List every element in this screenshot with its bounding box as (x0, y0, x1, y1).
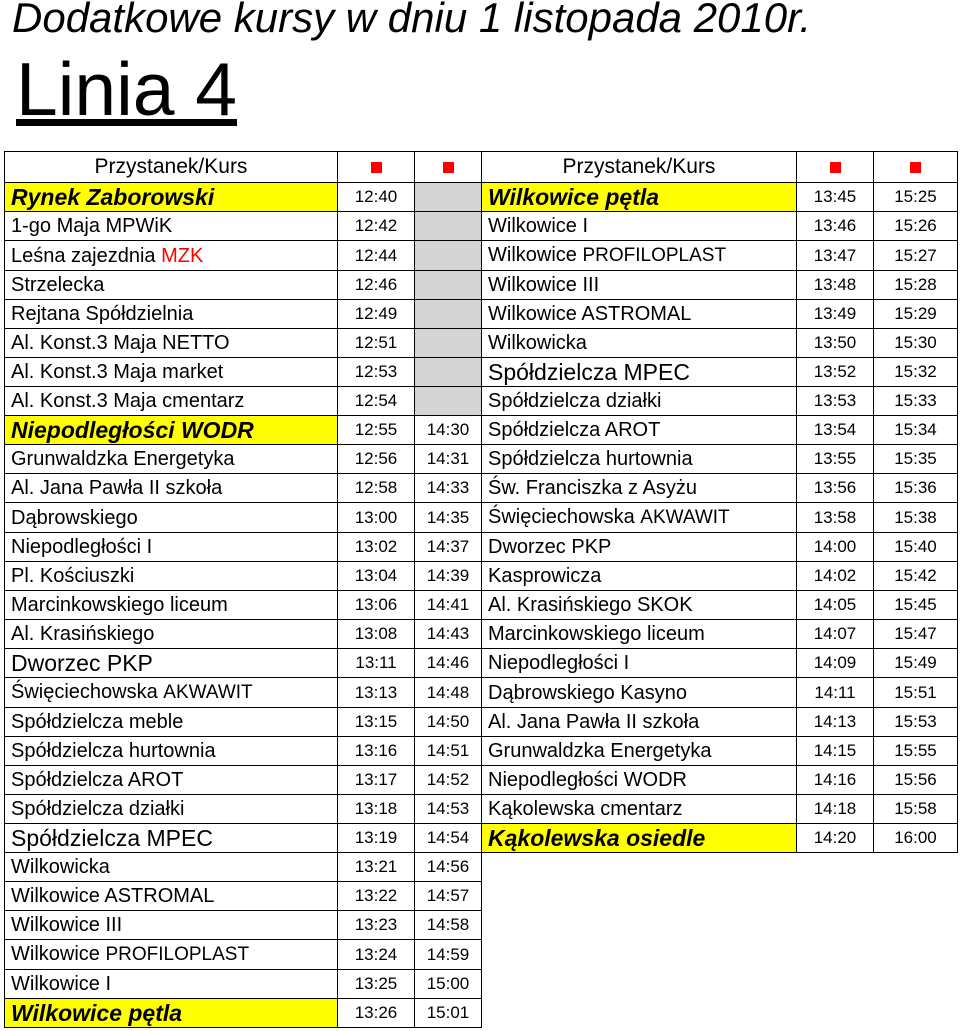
left-stop-name: Al. Krasińskiego (5, 620, 338, 649)
right-stop-name: Kąkolewska cmentarz (482, 795, 797, 824)
left-stop-name: Al. Konst.3 Maja market (5, 358, 338, 387)
right-time-2: 15:51 (874, 678, 958, 708)
left-stop-name (5, 678, 338, 708)
right-time-1: 13:58 (797, 503, 874, 533)
left-time-1: 12:55 (338, 416, 415, 445)
table-row (5, 300, 958, 329)
right-time-2: 15:33 (874, 387, 958, 416)
right-time-1: 13:53 (797, 387, 874, 416)
right-time-2: 15:40 (874, 533, 958, 562)
table-row (5, 620, 958, 649)
empty-cell (874, 882, 958, 911)
left-time-1: 12:53 (338, 358, 415, 387)
left-time-2 (415, 183, 482, 212)
left-time-1: 13:17 (338, 766, 415, 795)
left-stop-name (5, 241, 338, 271)
right-stop-name: Kąkolewska osiedle (482, 824, 797, 853)
empty-cell (482, 882, 797, 911)
right-time-2: 15:56 (874, 766, 958, 795)
right-stop-name: Wilkowicka (482, 329, 797, 358)
right-stop-name-suffix: PROFILOPLAST (582, 245, 727, 266)
right-time-2: 15:38 (874, 503, 958, 533)
right-time-2: 15:58 (874, 795, 958, 824)
right-stop-name: Spółdzielcza hurtownia (482, 445, 797, 474)
right-time-1: 14:09 (797, 649, 874, 678)
right-stop-name: Niepodległości WODR (482, 766, 797, 795)
left-time-1: 13:26 (338, 999, 415, 1028)
table-row (5, 737, 958, 766)
left-stop-name: Spółdzielcza MPEC (5, 824, 338, 853)
table-row (5, 183, 958, 212)
right-stop-name: Spółdzielcza MPEC (482, 358, 797, 387)
right-time-2: 15:53 (874, 708, 958, 737)
left-time-2: 14:52 (415, 766, 482, 795)
line-title: Linia 4 (16, 47, 238, 131)
left-time-1: 13:25 (338, 970, 415, 999)
empty-cell (482, 999, 797, 1028)
right-time-1: 14:15 (797, 737, 874, 766)
left-stop-name: Spółdzielcza hurtownia (5, 737, 338, 766)
right-time-1: 13:52 (797, 358, 874, 387)
empty-cell (797, 940, 874, 970)
right-time-2: 15:49 (874, 649, 958, 678)
left-time-1: 13:00 (338, 503, 415, 533)
table-row (5, 853, 958, 882)
right-time-1: 14:20 (797, 824, 874, 853)
table-row (5, 387, 958, 416)
right-time-2: 15:26 (874, 212, 958, 241)
left-time-2: 14:35 (415, 503, 482, 533)
table-row (5, 911, 958, 940)
empty-cell (482, 911, 797, 940)
left-time-1: 13:18 (338, 795, 415, 824)
table-row (5, 795, 958, 824)
right-time-1: 14:07 (797, 620, 874, 649)
left-stop-name: Niepodległości WODR (5, 416, 338, 445)
left-time-2 (415, 212, 482, 241)
left-time-1: 13:04 (338, 562, 415, 591)
header-marker (797, 152, 874, 183)
right-time-1: 13:50 (797, 329, 874, 358)
left-stop-name: Marcinkowskiego liceum (5, 591, 338, 620)
left-time-2: 14:51 (415, 737, 482, 766)
left-time-1: 13:22 (338, 882, 415, 911)
page-title: Dodatkowe kursy w dniu 1 listopada 2010r. (12, 0, 812, 41)
left-time-2: 14:58 (415, 911, 482, 940)
left-time-1: 12:51 (338, 329, 415, 358)
left-time-1: 13:16 (338, 737, 415, 766)
right-stop-name-suffix: AKWAWIT (640, 507, 730, 528)
right-time-2: 15:34 (874, 416, 958, 445)
right-time-2: 15:28 (874, 271, 958, 300)
left-time-1: 13:24 (338, 940, 415, 970)
right-time-2: 15:30 (874, 329, 958, 358)
left-stop-name: Pl. Kościuszki (5, 562, 338, 591)
right-stop-name: Wilkowice pętla (482, 183, 797, 212)
left-time-1: 13:02 (338, 533, 415, 562)
red-square-icon (910, 162, 921, 173)
right-time-2: 15:47 (874, 620, 958, 649)
left-stop-name-suffix: AKWAWIT (163, 682, 253, 703)
left-time-2: 14:56 (415, 853, 482, 882)
right-time-1: 14:11 (797, 678, 874, 708)
left-time-1: 13:23 (338, 911, 415, 940)
table-row (5, 970, 958, 999)
left-time-2 (415, 329, 482, 358)
table-row (5, 824, 958, 853)
right-time-1: 13:45 (797, 183, 874, 212)
table-row (5, 562, 958, 591)
right-stop-name: Marcinkowskiego liceum (482, 620, 797, 649)
left-time-2: 14:31 (415, 445, 482, 474)
right-stop-name: Al. Jana Pawła II szkoła (482, 708, 797, 737)
right-time-1: 13:54 (797, 416, 874, 445)
left-stop-name: Al. Jana Pawła II szkoła (5, 474, 338, 503)
right-stop-name (482, 241, 797, 271)
header-marker (338, 152, 415, 183)
table-row (5, 358, 958, 387)
timetable (4, 151, 958, 1028)
left-stop-name: Spółdzielcza AROT (5, 766, 338, 795)
left-time-2: 15:00 (415, 970, 482, 999)
right-time-2: 15:45 (874, 591, 958, 620)
right-stop-name: Dąbrowskiego Kasyno (482, 678, 797, 708)
left-stop-name: Grunwaldzka Energetyka (5, 445, 338, 474)
empty-cell (797, 882, 874, 911)
right-time-2: 15:29 (874, 300, 958, 329)
left-stop-name: Al. Konst.3 Maja cmentarz (5, 387, 338, 416)
header-row (5, 152, 958, 183)
empty-cell (874, 999, 958, 1028)
table-row (5, 329, 958, 358)
table-row (5, 882, 958, 911)
left-stop-name-suffix: MZK (161, 244, 204, 267)
left-time-2: 14:37 (415, 533, 482, 562)
table-row (5, 591, 958, 620)
left-time-1: 13:19 (338, 824, 415, 853)
left-time-2 (415, 387, 482, 416)
left-time-2 (415, 271, 482, 300)
empty-cell (874, 940, 958, 970)
left-stop-name-part: Wilkowice (11, 943, 106, 965)
left-time-2: 14:53 (415, 795, 482, 824)
right-time-2: 15:35 (874, 445, 958, 474)
right-time-2: 15:27 (874, 241, 958, 271)
right-stop-name: Św. Franciszka z Asyżu (482, 474, 797, 503)
right-time-1: 13:56 (797, 474, 874, 503)
left-time-1: 13:15 (338, 708, 415, 737)
left-time-2 (415, 358, 482, 387)
left-time-2: 14:41 (415, 591, 482, 620)
table-row (5, 649, 958, 678)
left-stop-name: Dworzec PKP (5, 649, 338, 678)
red-square-icon (830, 162, 841, 173)
left-time-2: 14:46 (415, 649, 482, 678)
right-stop-name: Spółdzielcza AROT (482, 416, 797, 445)
left-stop-name: Wilkowice I (5, 970, 338, 999)
table-row (5, 940, 958, 970)
right-time-2: 15:55 (874, 737, 958, 766)
right-time-1: 13:55 (797, 445, 874, 474)
timetable-body (5, 152, 958, 1028)
table-row (5, 445, 958, 474)
header-left-stop: Przystanek/Kurs (5, 152, 338, 183)
right-time-2: 15:42 (874, 562, 958, 591)
left-time-2: 15:01 (415, 999, 482, 1028)
header-right-stop: Przystanek/Kurs (482, 152, 797, 183)
left-time-1: 13:21 (338, 853, 415, 882)
left-time-2 (415, 241, 482, 271)
table-row (5, 474, 958, 503)
right-stop-name: Niepodległości I (482, 649, 797, 678)
header-marker (415, 152, 482, 183)
left-stop-name: Strzelecka (5, 271, 338, 300)
right-time-1: 13:49 (797, 300, 874, 329)
left-time-1: 12:40 (338, 183, 415, 212)
empty-cell (482, 940, 797, 970)
left-stop-name: Niepodległości I (5, 533, 338, 562)
left-time-1: 12:46 (338, 271, 415, 300)
empty-cell (874, 970, 958, 999)
empty-cell (874, 853, 958, 882)
empty-cell (874, 911, 958, 940)
left-stop-name (5, 940, 338, 970)
table-row (5, 416, 958, 445)
red-square-icon (371, 162, 382, 173)
left-stop-name-suffix: PROFILOPLAST (105, 944, 250, 965)
right-time-1: 14:05 (797, 591, 874, 620)
left-time-2: 14:50 (415, 708, 482, 737)
right-stop-name (482, 503, 797, 533)
right-stop-name: Al. Krasińskiego SKOK (482, 591, 797, 620)
empty-cell (482, 970, 797, 999)
right-stop-name: Dworzec PKP (482, 533, 797, 562)
right-time-1: 14:16 (797, 766, 874, 795)
left-time-1: 12:58 (338, 474, 415, 503)
left-stop-name: Wilkowice ASTROMAL (5, 882, 338, 911)
right-time-2: 16:00 (874, 824, 958, 853)
right-time-1: 14:13 (797, 708, 874, 737)
left-time-1: 12:49 (338, 300, 415, 329)
left-stop-name: Spółdzielcza działki (5, 795, 338, 824)
left-time-2: 14:33 (415, 474, 482, 503)
left-stop-name-part: Leśna zajezdnia (11, 244, 162, 267)
left-time-2: 14:30 (415, 416, 482, 445)
right-stop-name: Wilkowice ASTROMAL (482, 300, 797, 329)
right-stop-name-part: Wilkowice (488, 244, 583, 266)
right-stop-name: Wilkowice I (482, 212, 797, 241)
table-row (5, 271, 958, 300)
left-stop-name: Wilkowicka (5, 853, 338, 882)
right-time-1: 13:47 (797, 241, 874, 271)
left-stop-name: Dąbrowskiego (5, 503, 338, 533)
right-stop-name-part: Święciechowska (488, 506, 641, 528)
left-stop-name: Spółdzielcza meble (5, 708, 338, 737)
left-time-1: 13:13 (338, 678, 415, 708)
right-stop-name: Kasprowicza (482, 562, 797, 591)
left-time-2: 14:39 (415, 562, 482, 591)
table-row (5, 678, 958, 708)
left-time-1: 13:06 (338, 591, 415, 620)
right-time-1: 13:46 (797, 212, 874, 241)
table-row (5, 503, 958, 533)
empty-cell (482, 853, 797, 882)
left-stop-name: Rejtana Spółdzielnia (5, 300, 338, 329)
right-stop-name: Spółdzielcza działki (482, 387, 797, 416)
empty-cell (797, 911, 874, 940)
left-stop-name: Wilkowice pętla (5, 999, 338, 1028)
left-time-1: 12:56 (338, 445, 415, 474)
table-row (5, 766, 958, 795)
left-time-1: 13:08 (338, 620, 415, 649)
red-square-icon (443, 162, 454, 173)
right-time-2: 15:25 (874, 183, 958, 212)
left-stop-name: Al. Konst.3 Maja NETTO (5, 329, 338, 358)
table-row (5, 999, 958, 1028)
empty-cell (797, 970, 874, 999)
right-stop-name: Wilkowice III (482, 271, 797, 300)
left-stop-name-part: Święciechowska (11, 681, 164, 703)
left-stop-name: Rynek Zaborowski (5, 183, 338, 212)
left-stop-name: 1-go Maja MPWiK (5, 212, 338, 241)
left-time-2: 14:54 (415, 824, 482, 853)
table-row (5, 241, 958, 271)
right-time-1: 14:02 (797, 562, 874, 591)
left-time-2: 14:43 (415, 620, 482, 649)
left-time-2: 14:59 (415, 940, 482, 970)
left-time-1: 13:11 (338, 649, 415, 678)
table-row (5, 708, 958, 737)
right-time-1: 14:00 (797, 533, 874, 562)
left-time-2 (415, 300, 482, 329)
table-row (5, 533, 958, 562)
left-time-2: 14:48 (415, 678, 482, 708)
left-time-1: 12:42 (338, 212, 415, 241)
left-time-1: 12:44 (338, 241, 415, 271)
right-time-2: 15:32 (874, 358, 958, 387)
empty-cell (797, 999, 874, 1028)
left-time-1: 12:54 (338, 387, 415, 416)
left-stop-name: Wilkowice III (5, 911, 338, 940)
right-time-2: 15:36 (874, 474, 958, 503)
table-row (5, 212, 958, 241)
empty-cell (797, 853, 874, 882)
right-stop-name: Grunwaldzka Energetyka (482, 737, 797, 766)
left-time-2: 14:57 (415, 882, 482, 911)
right-time-1: 13:48 (797, 271, 874, 300)
header-marker (874, 152, 958, 183)
right-time-1: 14:18 (797, 795, 874, 824)
